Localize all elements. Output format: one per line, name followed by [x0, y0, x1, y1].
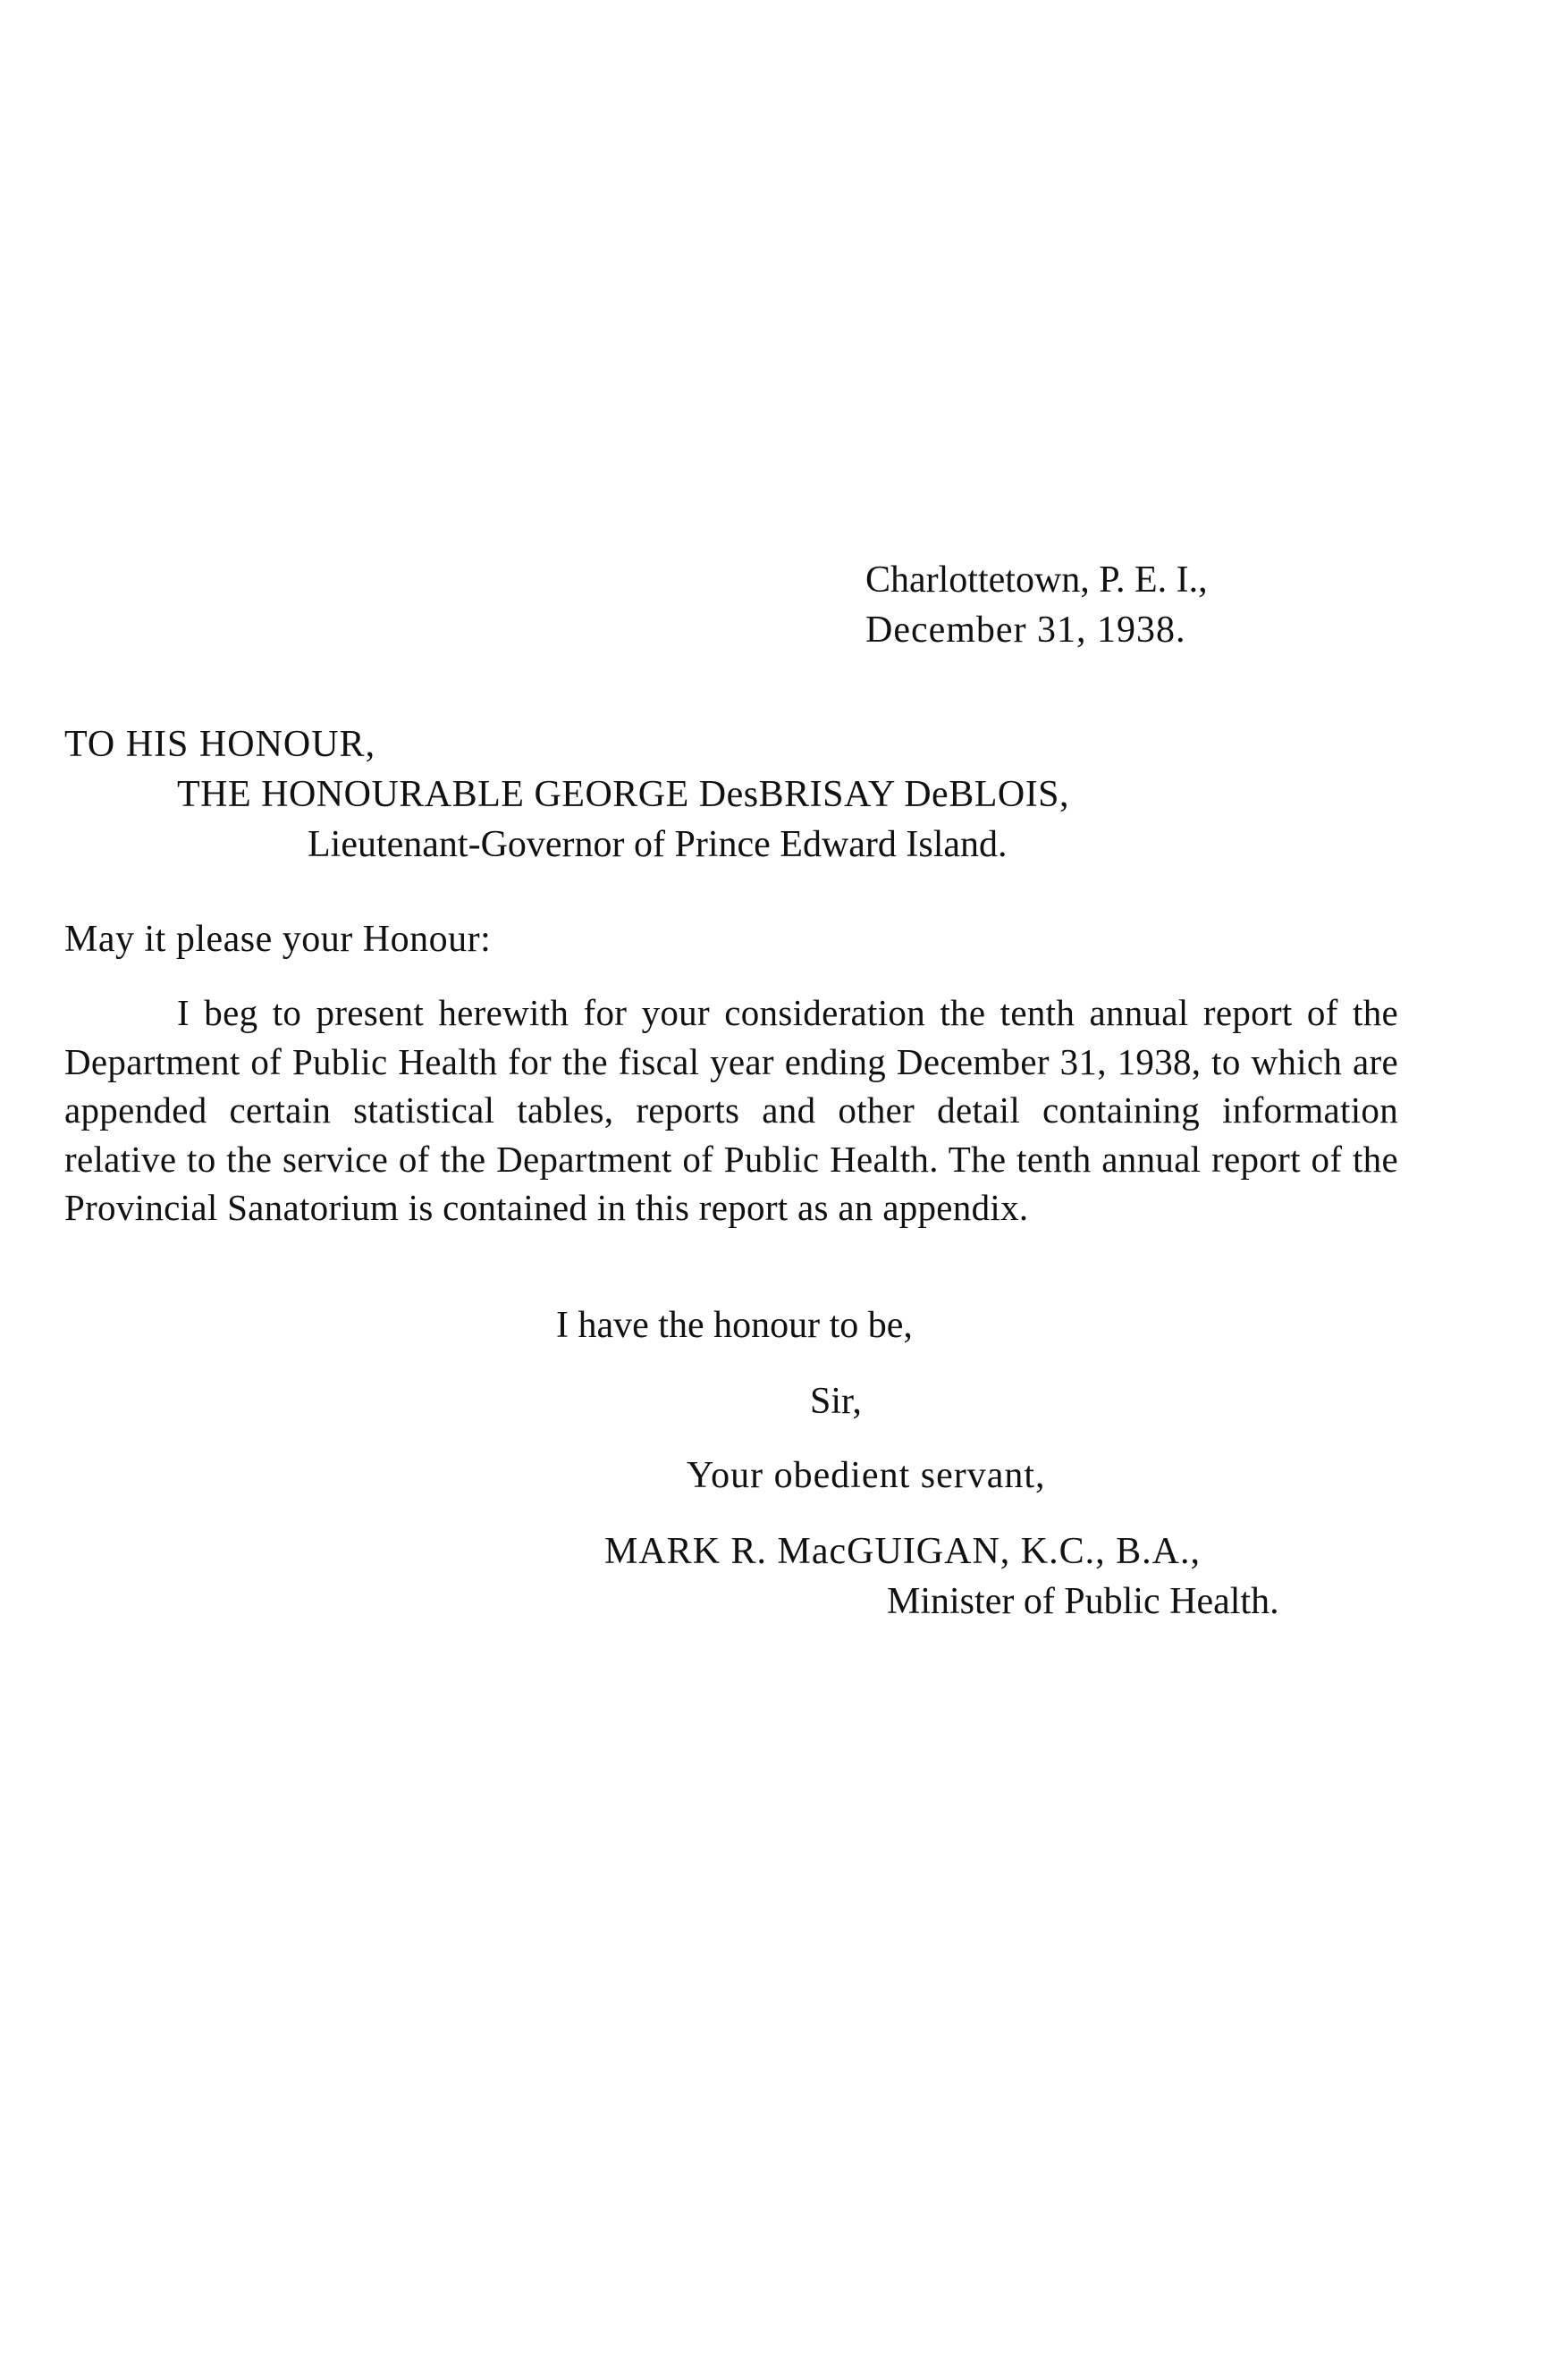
signature-title: Minister of Public Health.	[887, 1581, 1279, 1622]
addressee-line-2: THE HONOURABLE GEORGE DesBRISAY DeBLOIS,	[177, 774, 1070, 815]
addressee-line-3: Lieutenant-Governor of Prince Edward Island.	[308, 824, 1008, 865]
dateline-place: Charlottetown, P. E. I.,	[865, 559, 1208, 601]
signature-name: MARK R. MacGUIGAN, K.C., B.A.,	[604, 1531, 1201, 1572]
closing-line-2: Sir,	[810, 1381, 862, 1422]
addressee-line-1: TO HIS HONOUR,	[64, 724, 376, 765]
closing-line-1: I have the honour to be,	[556, 1305, 913, 1346]
dateline-date: December 31, 1938.	[865, 610, 1186, 651]
body-paragraph: I beg to present herewith for your consideration the tenth annual report of the Department of Public Health for the fiscal year ending December 31, 1938, to which are appended certain statistical tables, reports and other detail containing information relative to the service of the Department of Public Health. The tenth annual report of the Provincial Sanatorium is contained in this report as an appendix.	[64, 992, 1398, 1228]
closing-line-3: Your obedient servant,	[687, 1455, 1046, 1496]
salutation: May it please your Honour:	[64, 919, 492, 960]
